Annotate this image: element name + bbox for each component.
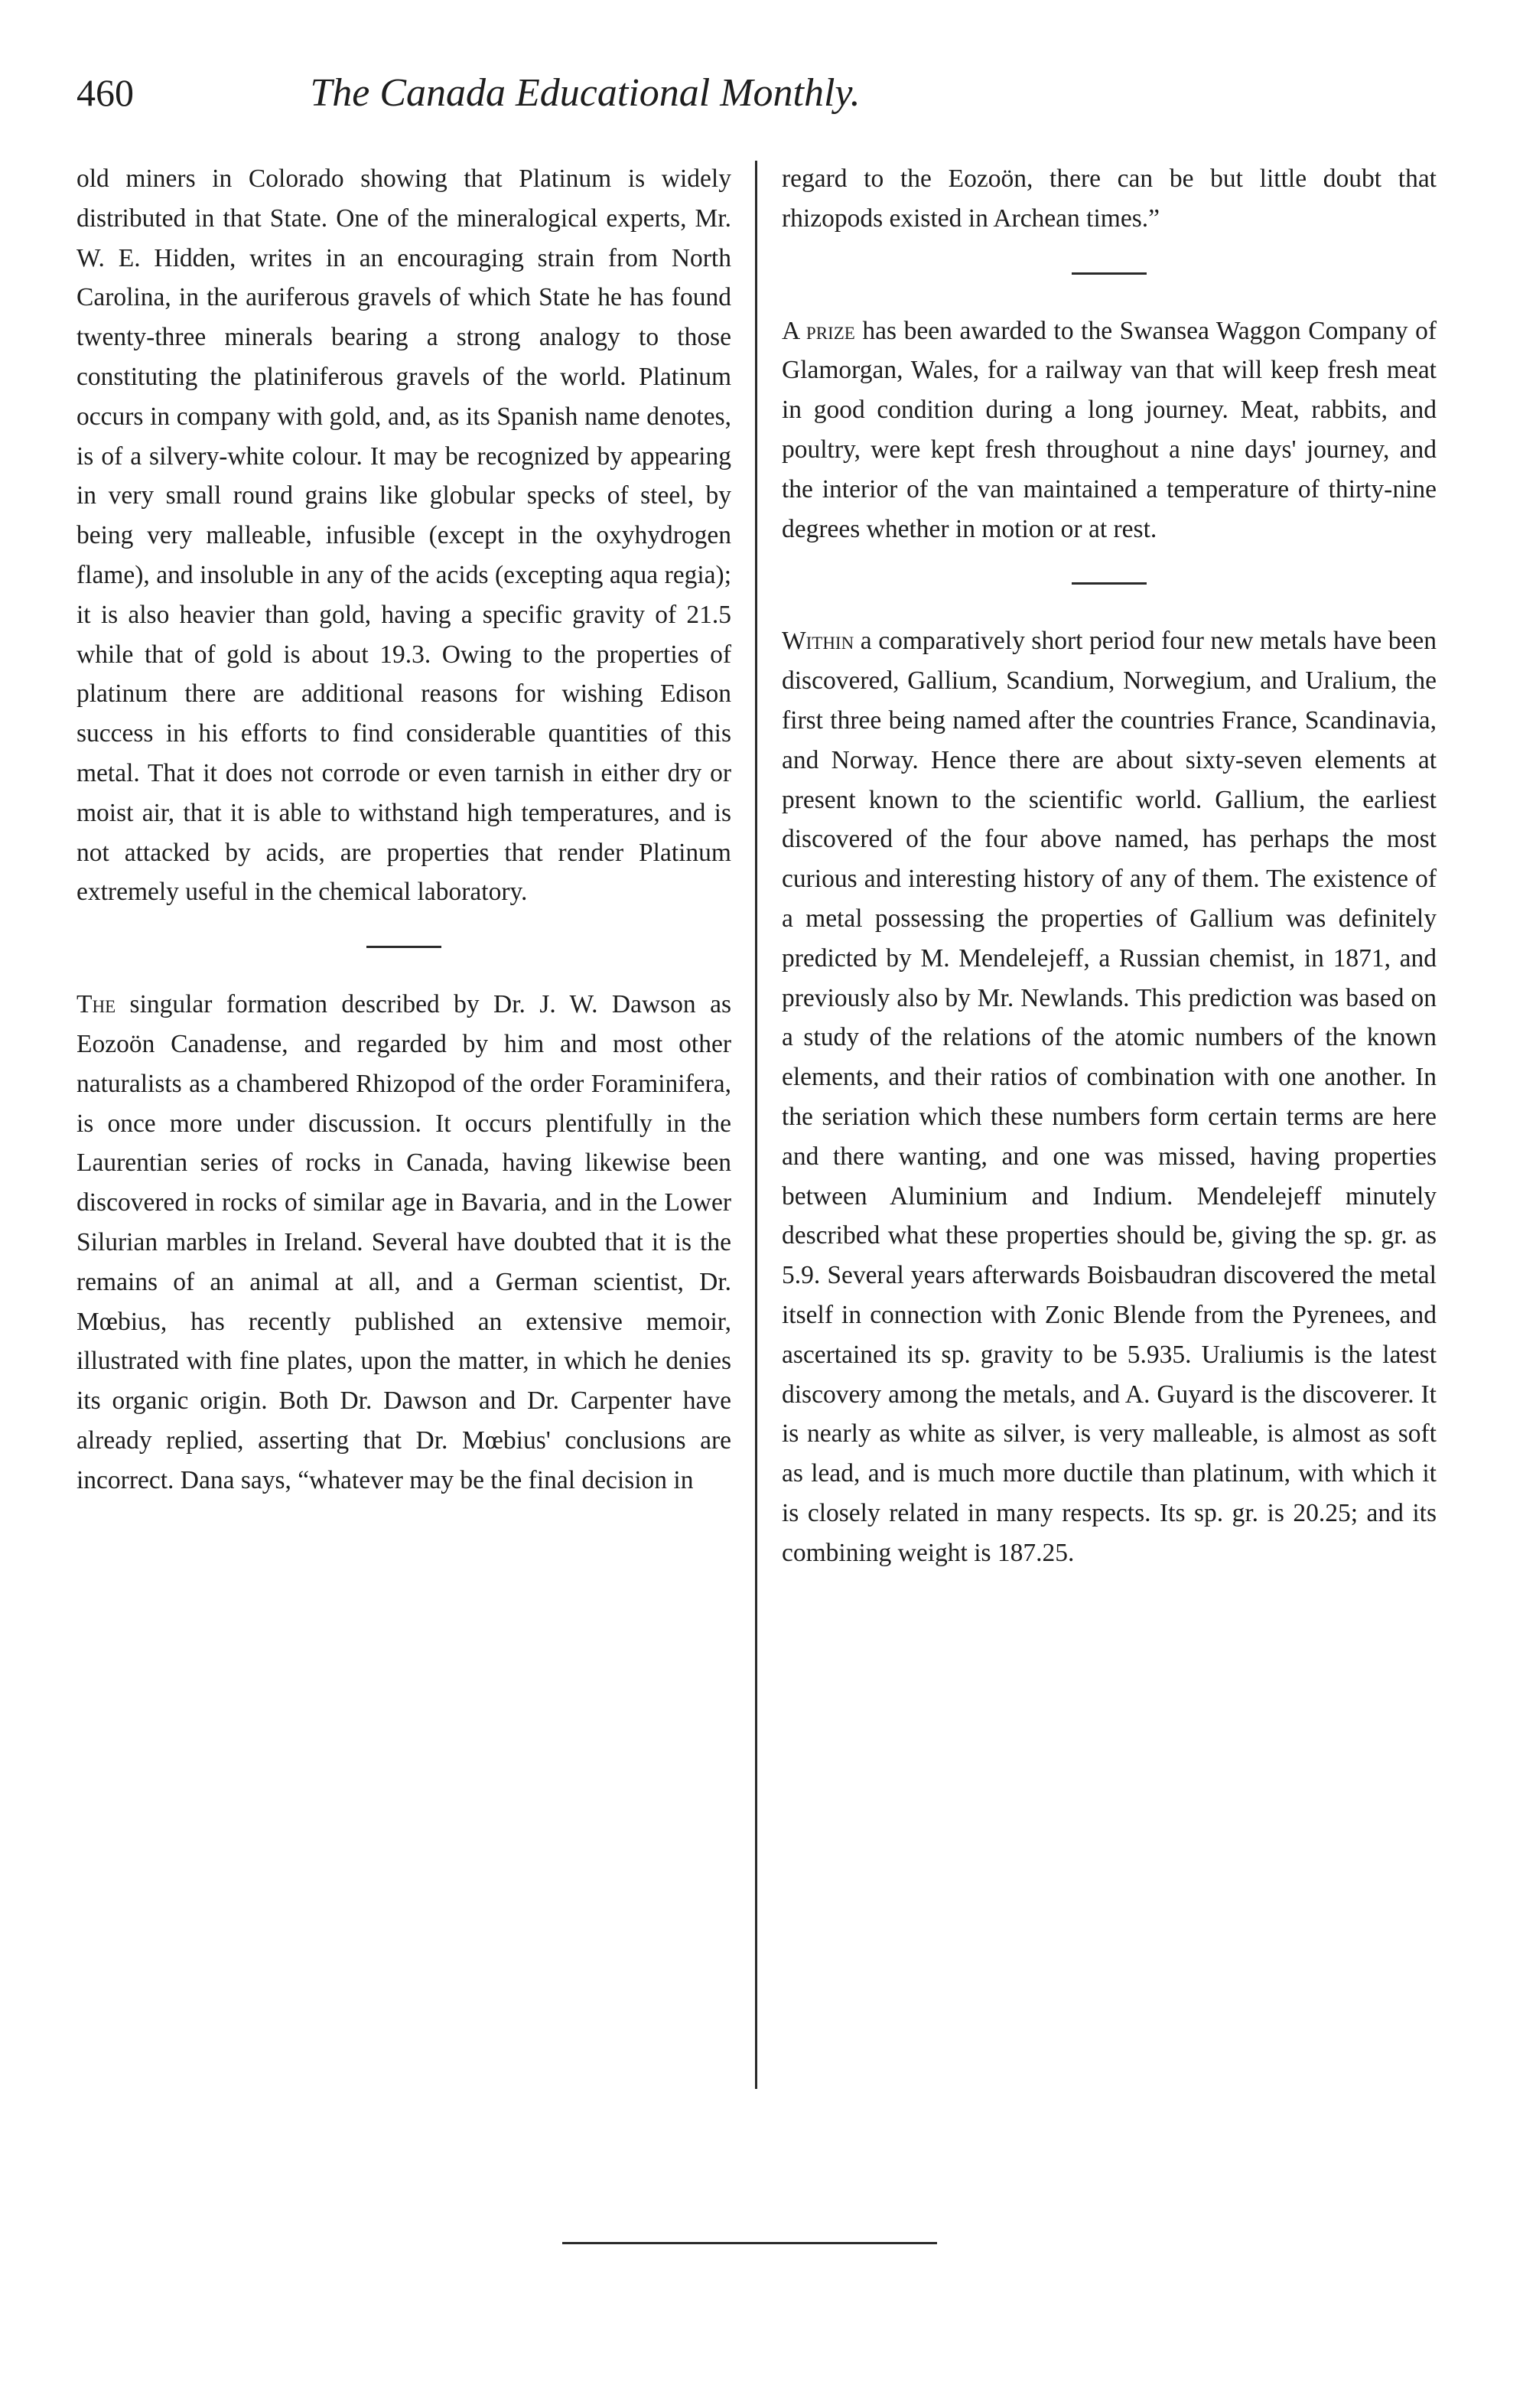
section-divider [366,946,441,948]
paragraph-lead: Within [782,627,854,656]
right-column [782,159,1437,1573]
eozoon-continuation: regard to the Eozoön, there can be but little doubt that rhizopods existed in Archean times.” [782,165,1437,233]
section-divider [1072,272,1147,275]
paragraph-body: a comparatively short period four new metals have been discovered, Gallium, Scandium, Norwegium, and Uralium, the first three being named after the countries France, Scandinavia, and Norway. Hence there are about sixty-seven elements at present known to the scientific world. Gallium, the earliest discovered of the four above named, has perhaps the most curious and interesting history of any of them. The existence of a metal possessing the properties of Gallium was definitely predicted by M. Mendelejeff, a Russian chemist, in 1871, and previously also by Mr. Newlands. This prediction was based on a study of the relations of the atomic numbers of the known elements, and their ratios of combination with one another. In the seriation which these numbers form certain terms are here and there wanting, and one was missed, having properties between Aluminium and Indium. Mendelejeff minutely described what these properties should be, giving the sp. gr. as 5.9. Several years afterwards Boisbaudran discovered the metal itself in connection with Zonic Blende from the Pyrenees, and ascertained its sp. gravity to be 5.935. Uraliumis is the latest discovery among the metals, and A. Guyard is the discoverer. It is nearly as white as silver, is very malleable, is almost as soft as lead, and is much more ductile than platinum, with which it is closely related in many respects. Its sp. gr. is 20.25; and its combining weight is 187.25. [782,627,1437,1567]
platinum-paragraph: old miners in Colorado showing that Platinum is widely distributed in that State. One of the mineralogical experts, Mr. W. E. Hidden, writes in an encouraging strain from North Carolina, in the auriferous gravels of which State he has found twenty-three minerals bearing a strong analogy to those constituting the platiniferous gravels of the world. Platinum occurs in company with gold, and, as its Spanish name denotes, is of a silvery-white colour. It may be recognized by appearing in very small round grains like globular specks of steel, by being very malleable, infusible (except in the oxyhydrogen flame), and insoluble in any of the acids (excepting aqua regia); it is also heavier than gold, having a specific gravity of 21.5 while that of gold is about 19.3. Owing to the properties of platinum there are additional reasons for wishing Edison success in his efforts to find considerable quantities of this metal. That it does not corrode or even tarnish in either dry or moist air, that it is able to withstand high temperatures, and is not attacked by acids, are properties that render Platinum extremely useful in the chemical laboratory. [76,165,731,907]
column-divider [755,161,757,2089]
page-header [76,70,1094,132]
new-metals-paragraph [782,621,1437,1572]
paragraph-body: has been awarded to the Swansea Waggon Company of Glamorgan, Wales, for a railway van that will keep fresh meat in good condition during a long journey. Meat, rabbits, and poultry, were kept fresh throughout a nine days' journey, and the interior of the van maintained a temperature of thirty-nine degrees whether in motion or at rest. [782,316,1437,543]
page-number: 460 [76,71,134,114]
left-column [76,159,731,1501]
paragraph-lead: The [76,990,116,1019]
section-divider [1072,582,1147,585]
running-title: The Canada Educational Monthly. [310,71,861,115]
paragraph-lead: A prize [782,316,855,345]
footer-rule [562,2242,937,2244]
prize-paragraph [782,311,1437,549]
eozoon-paragraph [76,985,731,1500]
paragraph-body: singular formation described by Dr. J. W. Dawson as Eozoön Canadense, and regarded by him and most other naturalists as a chambered Rhizopod of the order Foraminifera, is once more under discussion. It occurs plentifully in the Laurentian series of rocks in Canada, having likewise been discovered in rocks of similar age in Bavaria, and in the Lower Silurian marbles in Ireland. Several have doubted that it is the remains of an animal at all, and a German scientist, Dr. Mœbius, has recently published an extensive memoir, illustrated with fine plates, upon the matter, in which he denies its organic origin. Both Dr. Dawson and Dr. Carpenter have already replied, asserting that Dr. Mœbius' conclusions are incorrect. Dana says, “whatever may be the final decision in [76,990,731,1494]
